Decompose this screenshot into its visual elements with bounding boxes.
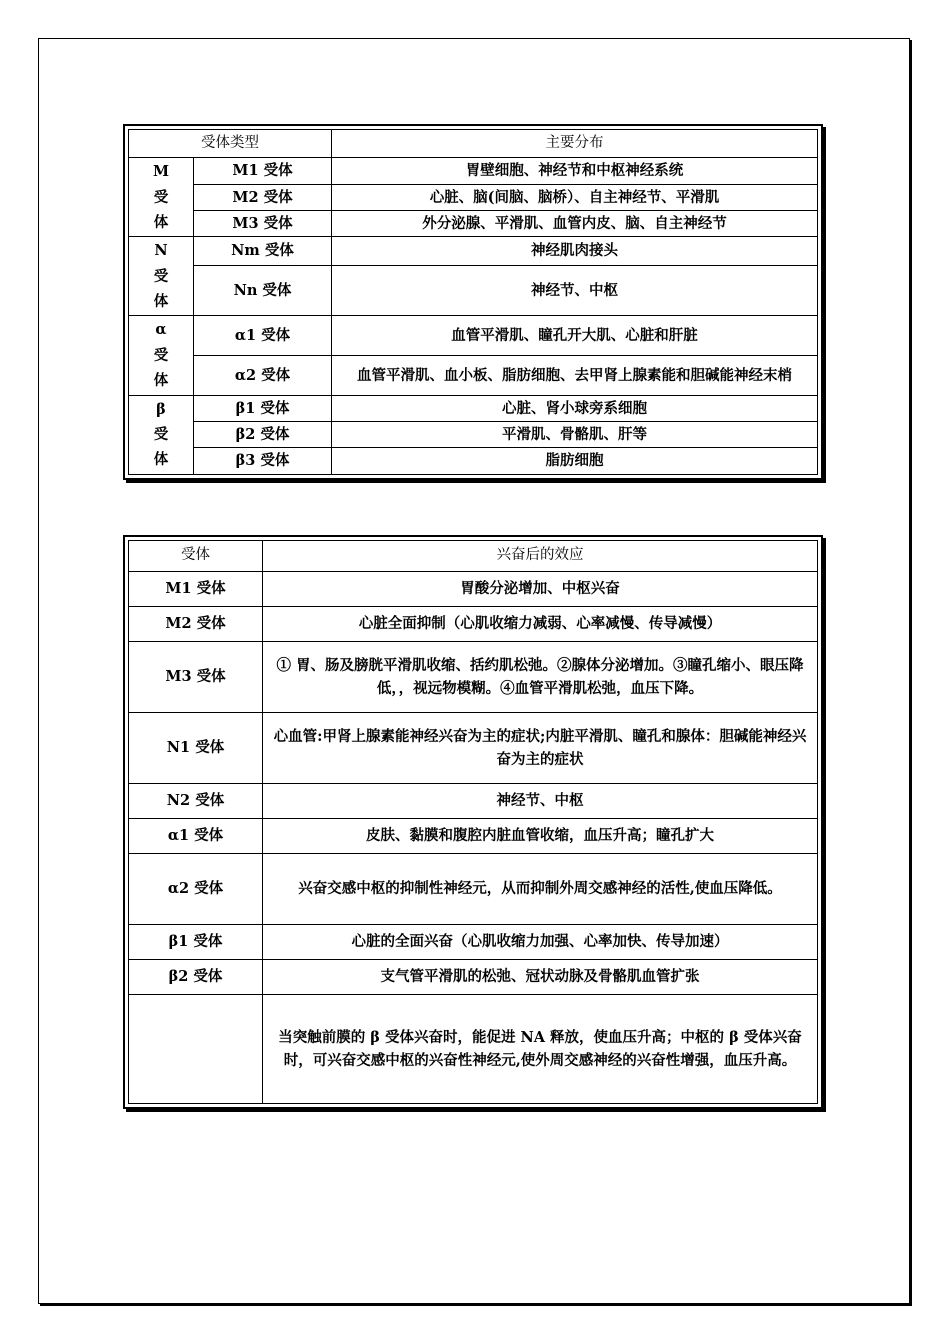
table-row xyxy=(129,784,818,819)
receptor-type-cell: M3 受体 xyxy=(194,210,332,236)
receptor-type-cell: β2 受体 xyxy=(194,421,332,447)
receptor-type-cell: β1 受体 xyxy=(194,395,332,421)
receptor-cell: N1 受体 xyxy=(129,713,263,784)
table-row xyxy=(129,607,818,642)
table-row xyxy=(129,237,818,265)
table-row xyxy=(129,995,818,1104)
receptor-distribution-table xyxy=(123,124,823,480)
header-receptor-type: 受体类型 xyxy=(129,130,332,158)
group-label-beta: β 受 体 xyxy=(129,395,194,474)
distribution-cell: 平滑肌、骨骼肌、肝等 xyxy=(332,421,818,447)
table-row xyxy=(129,265,818,316)
effect-cell: 神经节、中枢 xyxy=(263,784,818,819)
receptor-type-cell: α2 受体 xyxy=(194,356,332,396)
table-row xyxy=(129,158,818,184)
receptor-cell xyxy=(129,995,263,1104)
receptor-cell: M1 受体 xyxy=(129,572,263,607)
effect-cell: ① 胃、肠及膀胱平滑肌收缩、括约肌松弛。②腺体分泌增加。③瞳孔缩小、眼压降低，，视远物模糊。④血管平滑肌松弛，血压下降。 xyxy=(263,642,818,713)
distribution-cell: 神经节、中枢 xyxy=(332,265,818,316)
effect-cell: 皮肤、黏膜和腹腔内脏血管收缩，血压升高；瞳孔扩大 xyxy=(263,819,818,854)
receptor-type-cell: Nm 受体 xyxy=(194,237,332,265)
table-row xyxy=(129,210,818,236)
table-row xyxy=(129,854,818,925)
table-row xyxy=(129,713,818,784)
receptor-cell: α1 受体 xyxy=(129,819,263,854)
distribution-cell: 心脏、脑(间脑、脑桥）、自主神经节、平滑肌 xyxy=(332,184,818,210)
effect-cell: 心脏的全面兴奋（心肌收缩力加强、心率加快、传导加速） xyxy=(263,925,818,960)
table-row xyxy=(129,960,818,995)
receptor-cell: β1 受体 xyxy=(129,925,263,960)
effect-cell: 胃酸分泌增加、中枢兴奋 xyxy=(263,572,818,607)
distribution-cell: 胃壁细胞、神经节和中枢神经系统 xyxy=(332,158,818,184)
receptor-type-cell: M2 受体 xyxy=(194,184,332,210)
header-receptor: 受体 xyxy=(129,541,263,572)
receptor-cell: N2 受体 xyxy=(129,784,263,819)
table-row xyxy=(129,395,818,421)
effect-cell: 心脏全面抑制（心肌收缩力减弱、心率减慢、传导减慢） xyxy=(263,607,818,642)
table-row xyxy=(129,925,818,960)
receptor-cell: β2 受体 xyxy=(129,960,263,995)
receptor-type-cell: Nn 受体 xyxy=(194,265,332,316)
header-effect: 兴奋后的效应 xyxy=(263,541,818,572)
distribution-cell: 心脏、肾小球旁系细胞 xyxy=(332,395,818,421)
receptor-cell: M3 受体 xyxy=(129,642,263,713)
table-row xyxy=(129,448,818,474)
distribution-cell: 血管平滑肌、瞳孔开大肌、心脏和肝脏 xyxy=(332,316,818,356)
receptor-effects-table xyxy=(123,535,823,1109)
table-row xyxy=(129,421,818,447)
receptor-cell: α2 受体 xyxy=(129,854,263,925)
table-row xyxy=(129,572,818,607)
receptor-cell: M2 受体 xyxy=(129,607,263,642)
distribution-cell: 外分泌腺、平滑肌、血管内皮、脑、自主神经节 xyxy=(332,210,818,236)
group-label-alpha: α 受 体 xyxy=(129,316,194,395)
receptor-type-cell: β3 受体 xyxy=(194,448,332,474)
table-header-row xyxy=(129,541,818,572)
table-row xyxy=(129,642,818,713)
receptor-type-cell: α1 受体 xyxy=(194,316,332,356)
group-label-n: N 受 体 xyxy=(129,237,194,316)
header-distribution: 主要分布 xyxy=(332,130,818,158)
table-row xyxy=(129,356,818,396)
effect-cell: 兴奋交感中枢的抑制性神经元，从而抑制外周交感神经的活性,使血压降低。 xyxy=(263,854,818,925)
effect-cell: 当突触前膜的 β 受体兴奋时，能促进 NA 释放，使血压升高；中枢的 β 受体兴奋时，可兴奋交感中枢的兴奋性神经元,使外周交感神经的兴奋性增强，血压升高。 xyxy=(263,995,818,1104)
effect-cell: 支气管平滑肌的松弛、冠状动脉及骨骼肌血管扩张 xyxy=(263,960,818,995)
table-header-row xyxy=(129,130,818,158)
distribution-cell: 血管平滑肌、血小板、脂肪细胞、去甲肾上腺素能和胆碱能神经末梢 xyxy=(332,356,818,396)
distribution-cell: 脂肪细胞 xyxy=(332,448,818,474)
effect-cell: 心血管:甲肾上腺素能神经兴奋为主的症状;内脏平滑肌、瞳孔和腺体：胆碱能神经兴奋为主的症状 xyxy=(263,713,818,784)
table-row xyxy=(129,316,818,356)
receptor-type-cell: M1 受体 xyxy=(194,158,332,184)
table-row xyxy=(129,819,818,854)
table-row xyxy=(129,184,818,210)
distribution-cell: 神经肌肉接头 xyxy=(332,237,818,265)
group-label-m: M 受 体 xyxy=(129,158,194,237)
